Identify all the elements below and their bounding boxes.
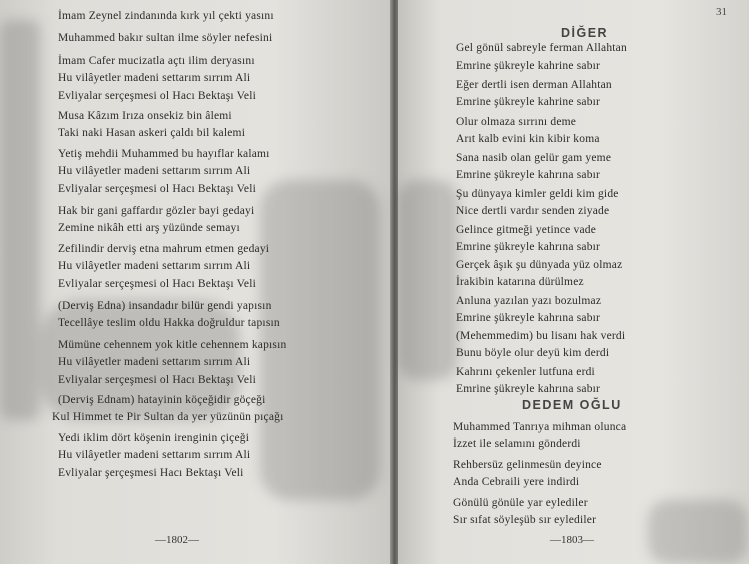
poem-line: Sana nasib olan gelür gam yeme (456, 152, 612, 164)
poem-line: Yedi iklim dört köşenin irenginin çiçeği (58, 432, 250, 444)
right-page (398, 0, 749, 564)
poem-line: Muhammed bakır sultan ilme söyler nefesini (58, 32, 273, 44)
poem-line: Rehbersüz gelinmesün deyince (453, 459, 602, 471)
poem-line: Hu vilâyetler madeni settarım sırrım Ali (58, 165, 251, 177)
poem-line: Hak bir gani gaffardır gözler bayi gedayi (58, 205, 255, 217)
poem-line: İmam Cafer mucizatla açtı ilim deryasını (58, 55, 255, 67)
poem-line: Hu vilâyetler madeni settarım sırrım Ali (58, 72, 251, 84)
poem-line: İrakibin katarına dürülmez (456, 276, 584, 288)
poem-line: Olur olmaza sırrını deme (456, 116, 577, 128)
poem-line: Hu vilâyetler madeni settarım sırrım Ali (58, 260, 251, 272)
poem-line: Hu vilâyetler madeni settarım sırrım Ali (58, 356, 251, 368)
right-page-number: —1803— (550, 534, 594, 546)
poem-line: Kahrını çekenler lutfuna erdi (456, 366, 595, 378)
poem-line: Tecellâye teslim oldu Hakka doğruldur tapısın (58, 317, 280, 329)
poem-line: Taki naki Hasan askeri çaldı bil kalemi (58, 127, 246, 139)
poem-line: Yetiş mehdii Muhammed bu hayıflar kalamı (58, 148, 270, 160)
poem-line: Şu dünyaya kimler geldi kim gide (456, 188, 619, 200)
poem-line: Evliyalar serçeşmesi ol Hacı Bektaşı Veli (58, 183, 257, 195)
poem-line: (Mehemmedim) bu lisanı hak verdi (456, 330, 626, 342)
left-page-number: —1802— (155, 534, 199, 546)
poem-line: Emrine şükreyle kahrına sabır (456, 312, 601, 324)
poem-line: Gerçek âşık şu dünyada yüz olmaz (456, 259, 623, 271)
poem-line: Eğer dertli isen derman Allahtan (456, 79, 612, 91)
poem-line: Zemine nikâh etti arş yüzünde semayı (58, 222, 240, 234)
poem-line: Emrine şükreyle kahrına sabır (456, 169, 601, 181)
poem-line: Zefilindir derviş etna mahrum etmen gedayi (58, 243, 270, 255)
poem-line: Evliyalar serçeşmesi ol Hacı Bektaşı Veli (58, 278, 257, 290)
poem-line: Bunu böyle olur deyü kim derdi (456, 347, 610, 359)
poem-line: Musa Kâzım Irıza onsekiz bin âlemi (58, 110, 232, 122)
poem-line: (Derviş Ednam) hatayinin köçeğidir göçeği (58, 394, 266, 406)
photo-shadow (398, 180, 458, 380)
poem-line: Emrine şükreyle kahrına sabır (456, 241, 601, 253)
poem-line: İzzet ile selamını gönderdi (453, 438, 581, 450)
poem-line: Emrine şükreyle kahrine sabır (456, 60, 601, 72)
poem-line: Gel gönül sabreyle ferman Allahtan (456, 42, 627, 54)
section-heading-diger: DİĞER (561, 26, 609, 40)
poem-line: İmam Zeynel zindanında kırk yıl çekti yasını (58, 10, 274, 22)
poem-line: Muhammed Tanrıya mihman olunca (453, 421, 627, 433)
poem-line: Nice dertli vardır senden ziyade (456, 205, 610, 217)
poem-line: Gelince gitmeği yetince vade (456, 224, 597, 236)
poem-line: Anluna yazılan yazı bozulmaz (456, 295, 602, 307)
photo-shadow (0, 20, 40, 420)
poem-line: Anda Cebraili yere indirdi (453, 476, 580, 488)
section-heading-dedem-oglu: DEDEM OĞLU (522, 398, 622, 412)
corner-page-number: 31 (716, 6, 727, 18)
poem-line: Mümüne cehennem yok kitle cehennem kapısın (58, 339, 287, 351)
poem-line: Kul Himmet te Pir Sultan da yer yüzünün pıçağı (52, 411, 284, 423)
poem-line: (Derviş Edna) insandadır bilür gendi yapısın (58, 300, 272, 312)
poem-line: Arıt kalb evini kin kibir koma (456, 133, 600, 145)
poem-line: Emrine şükreyle kahrına sabır (456, 383, 601, 395)
photo-shadow (648, 500, 748, 564)
poem-line: Evliyalar serçeşmesi ol Hacı Bektaşı Veli (58, 374, 257, 386)
poem-line: Hu vilâyetler madeni settarım sırrım Ali (58, 449, 251, 461)
poem-line: Emrine şükreyle kahrine sabır (456, 96, 601, 108)
poem-line: Evliyalar şerçeşmesi Hacı Bektaşı Veli (58, 467, 244, 479)
poem-line: Gönülü gönüle yar eylediler (453, 497, 588, 509)
poem-line: Evliyalar serçeşmesi ol Hacı Bektaşı Veli (58, 90, 257, 102)
poem-line: Sır sıfat söyleşüb sır eylediler (453, 514, 597, 526)
